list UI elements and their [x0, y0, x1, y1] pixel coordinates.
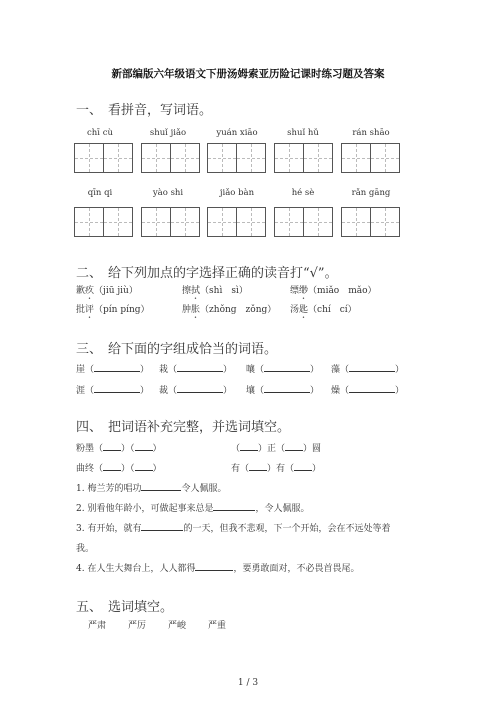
- pronunciation-item[interactable]: 肿胀（zhǒng zǒng）: [182, 305, 277, 315]
- section-title: 看拼音，写词语。: [108, 103, 213, 118]
- idiom-fill[interactable]: 粉墨（ ）（ ）: [76, 441, 162, 454]
- writing-grid[interactable]: [341, 207, 400, 237]
- section-5-heading: [76, 596, 173, 615]
- writing-grid[interactable]: [207, 143, 266, 173]
- pinyin-label: jiǎo bàn: [219, 188, 255, 198]
- pinyin-label: yào shi: [152, 188, 184, 198]
- idiom-fill[interactable]: 有（ ）有（ ）: [231, 461, 321, 474]
- word-blank-item[interactable]: 藻（ ）: [331, 362, 404, 375]
- writing-grid[interactable]: [207, 207, 266, 237]
- section-title: 把词语补充完整，并选词填空。: [108, 420, 291, 435]
- section-number: 一、: [76, 103, 103, 118]
- question-3-continued: 我。: [76, 544, 95, 554]
- section-2-heading: [76, 262, 338, 281]
- pronunciation-item[interactable]: 批评（pín píng）: [76, 305, 150, 315]
- page-title: 新部编版六年级语文下册汤姆索亚历险记课时练习题及答案: [111, 68, 385, 80]
- pinyin-label: shuǐ hǔ: [287, 128, 319, 138]
- pronunciation-item[interactable]: 歉疚（jiū jiù）: [76, 286, 138, 296]
- section-title: 给下面的字组成恰当的词语。: [108, 342, 278, 357]
- section-3-heading: [76, 338, 277, 357]
- word-choice: 严重: [208, 621, 227, 631]
- section-number: 二、: [76, 266, 103, 281]
- section-number: 五、: [76, 600, 103, 615]
- pinyin-label: rǎn gāng: [351, 188, 391, 198]
- pinyin-label: qīn qi: [87, 188, 113, 198]
- word-choice: 严肃: [88, 621, 107, 631]
- section-1-heading: [76, 99, 212, 118]
- writing-grid[interactable]: [141, 207, 200, 237]
- question-1[interactable]: 1. 梅兰芳的唱功 令人佩服。: [76, 481, 226, 494]
- question-2[interactable]: 2. 别看他年龄小，可做起事来总是 ，令人佩服。: [76, 501, 309, 514]
- page-number: 1 / 3: [237, 678, 259, 688]
- word-choice: 严厉: [128, 621, 147, 631]
- idiom-fill[interactable]: 曲终（ ）（ ）: [76, 461, 162, 474]
- pronunciation-item[interactable]: 汤匙（chí cí）: [290, 305, 357, 315]
- idiom-fill[interactable]: （ ）正（ ）圆: [231, 441, 321, 454]
- pronunciation-item[interactable]: 缥缈（miǎo mǎo）: [290, 286, 377, 296]
- pinyin-label: chī cù: [87, 128, 113, 138]
- writing-grid[interactable]: [74, 143, 133, 173]
- writing-grid[interactable]: [141, 143, 200, 173]
- word-blank-item[interactable]: 栽（ ）: [159, 362, 232, 375]
- word-blank-item[interactable]: 裁（ ）: [159, 383, 232, 396]
- writing-grid[interactable]: [341, 143, 400, 173]
- word-blank-item[interactable]: 燥（ ）: [331, 383, 404, 396]
- word-blank-item[interactable]: 壤（ ）: [246, 383, 319, 396]
- question-3[interactable]: 3. 有开始，就有 的一天，但我不悲观，下一个开始，会在不远处等着: [76, 521, 390, 534]
- question-4[interactable]: 4. 在人生大舞台上，人人都得 ，要勇敢面对，不必畏首畏尾。: [76, 561, 359, 574]
- pinyin-label: rán shāo: [352, 128, 390, 138]
- word-blank-item[interactable]: 涯（ ）: [76, 383, 149, 396]
- section-title: 选词填空。: [108, 600, 174, 615]
- pinyin-label: hé sè: [291, 188, 315, 198]
- word-blank-item[interactable]: 嚷（ ）: [246, 362, 319, 375]
- word-choice: 严峻: [168, 621, 187, 631]
- word-choices: [88, 618, 248, 631]
- section-number: 四、: [76, 420, 103, 435]
- writing-grid[interactable]: [274, 207, 333, 237]
- pinyin-label: shuǐ jiǎo: [149, 128, 187, 138]
- section-title: 给下列加点的字选择正确的读音打“√”。: [108, 266, 338, 281]
- pinyin-label: yuán xiāo: [216, 128, 258, 138]
- section-4-heading: [76, 416, 290, 435]
- word-blank-item[interactable]: 崖（ ）: [76, 362, 149, 375]
- pronunciation-item[interactable]: 擦拭（shì sì）: [182, 286, 248, 296]
- section-number: 三、: [76, 342, 103, 357]
- writing-grid[interactable]: [74, 207, 133, 237]
- writing-grid[interactable]: [274, 143, 333, 173]
